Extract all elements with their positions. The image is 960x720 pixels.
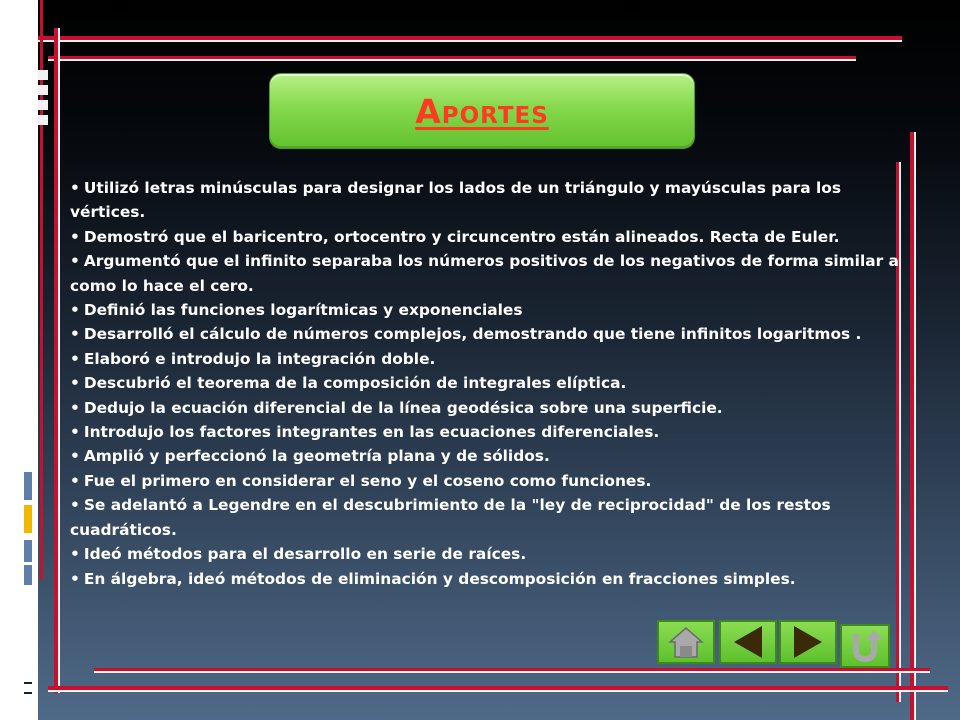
- triangle-right-icon: [788, 623, 828, 661]
- list-item: • Dedujo la ecuación diferencial de la línea geodésica sobre una superficie.: [70, 396, 915, 420]
- list-item: • Ideó métodos para el desarrollo en serie de raíces.: [70, 542, 915, 566]
- left-deco-line: [24, 682, 32, 684]
- frame-line: [38, 40, 902, 42]
- frame-line: [58, 28, 60, 693]
- previous-button[interactable]: [719, 620, 777, 664]
- return-button[interactable]: [840, 624, 890, 668]
- slide-title: Aportes: [415, 91, 549, 131]
- list-item: • Elaboró e introdujo la integración doble.: [70, 347, 915, 371]
- list-item: • Demostró que el baricentro, ortocentro y circuncentro están alineados. Recta de Euler.: [70, 225, 915, 249]
- frame-stripe: [38, 115, 48, 125]
- home-icon: [666, 624, 706, 660]
- list-item: • Desarrolló el cálculo de números complejos, demostrando que tiene infinitos logaritmos .: [70, 322, 915, 346]
- list-item: • Definió las funciones logarítmicas y exponenciales: [70, 298, 915, 322]
- list-item: • Amplió y perfeccionó la geometría plana y de sólidos.: [70, 444, 915, 468]
- frame-line: [94, 671, 930, 673]
- list-item: • Utilizó letras minúsculas para designar los lados de un triángulo y mayúsculas para los vértices.: [70, 176, 915, 225]
- frame-stripe: [38, 100, 48, 110]
- list-item: • Se adelantó a Legendre en el descubrimiento de la "ley de reciprocidad" de los restos cuadráticos.: [70, 493, 915, 542]
- left-deco-bar: [24, 505, 32, 533]
- frame-stripe: [38, 70, 48, 80]
- list-item: • Fue el primero en considerar el seno y el coseno como funciones.: [70, 469, 915, 493]
- frame-line: [48, 59, 856, 61]
- next-button[interactable]: [779, 620, 837, 664]
- list-item: • Introdujo los factores integrantes en las ecuaciones diferenciales.: [70, 420, 915, 444]
- return-arrow-icon: [846, 628, 884, 664]
- title-bar: [269, 73, 695, 149]
- list-item: • Argumentó que el infinito separaba los números positivos de los negativos de forma similar a como lo hace el cero.: [70, 249, 915, 298]
- left-deco-bar: [24, 472, 32, 500]
- list-item: • En álgebra, ideó métodos de eliminación y descomposición en fracciones simples.: [70, 567, 915, 591]
- list-item: • Descubrió el teorema de la composición de integrales elíptica.: [70, 371, 915, 395]
- left-deco-bar: [24, 540, 32, 562]
- triangle-left-icon: [728, 623, 768, 661]
- left-deco-line: [24, 692, 32, 694]
- frame-stripe: [38, 85, 48, 95]
- left-deco-bar: [24, 565, 32, 585]
- frame-line: [48, 690, 948, 692]
- content-list: [70, 176, 915, 591]
- home-button[interactable]: [657, 620, 715, 664]
